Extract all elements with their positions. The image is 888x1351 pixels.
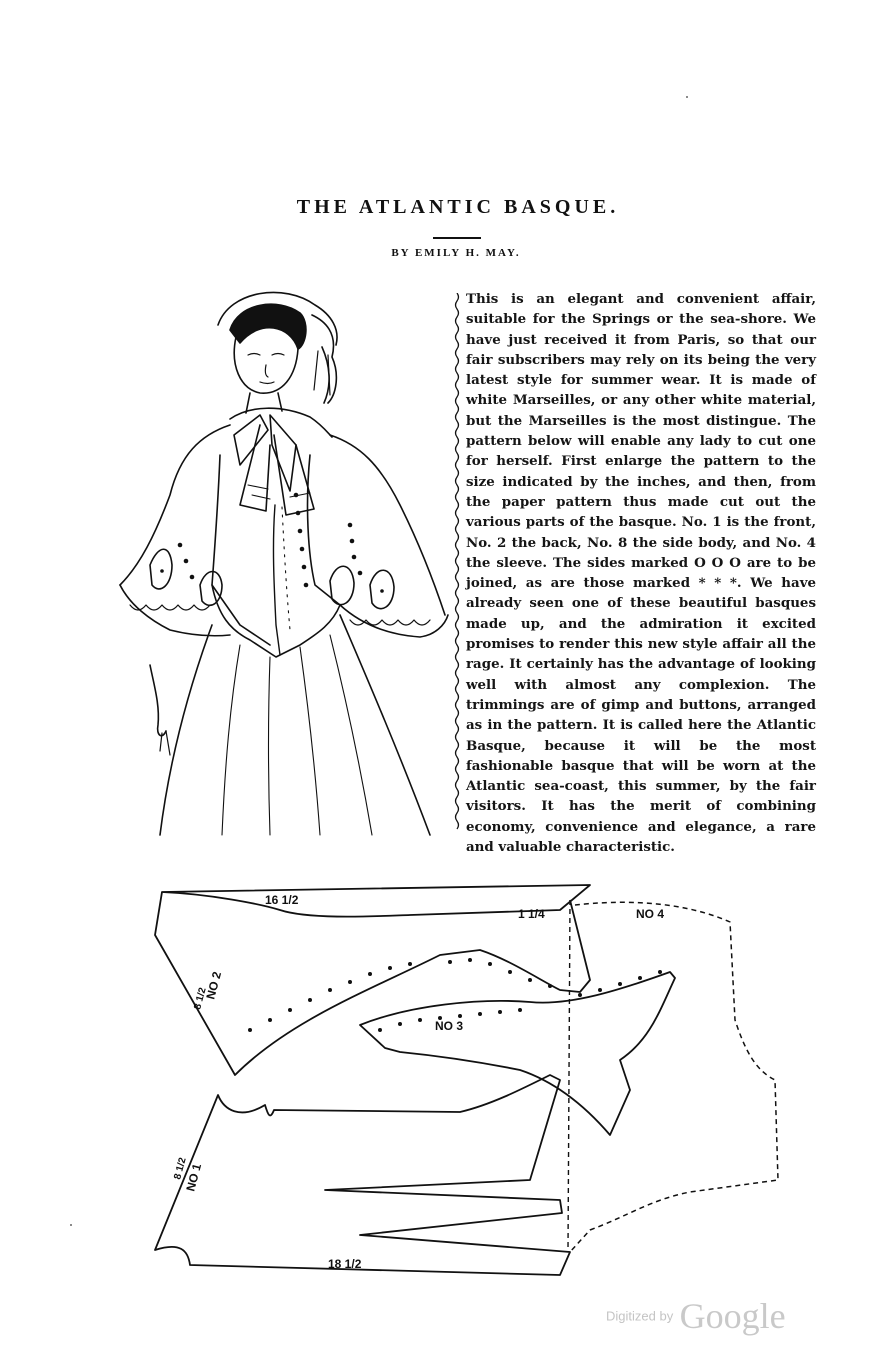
back-number-label: NO 2 — [203, 970, 225, 1001]
back-measure-label: 8 1/2 — [192, 986, 209, 1011]
pattern-piece-front — [155, 1075, 570, 1275]
print-speck — [70, 1224, 72, 1226]
side-body-number-label: NO 3 — [435, 1019, 464, 1033]
digitized-by-text: Digitized by — [606, 1308, 674, 1324]
fashion-illustration — [100, 285, 452, 837]
title-divider — [433, 237, 481, 239]
front-number-label: NO 1 — [183, 1162, 205, 1193]
column-rule — [452, 293, 462, 838]
article-body: This is an elegant and convenient affair, suitable for the Springs or the sea-shore. We have just received it from Paris, so that our fair subscribers may rely on its being the very latest style for summer wear. It is made of white Marseilles, or any other white material, but the Marseilles is the most distingue. The pattern below will enable any lady to cut one for herself. First enlarge the pattern to the size indicated by the inches, and then, from the paper pattern thus made cut out the various parts of the basque. No. 1 is the front, No. 2 the back, No. 8 the side body, and No. 4 the sleeve. The sides marked O O O are to be joined, as are those marked * * *. We have already seen one of these beautiful basques made up, and the admiration it excited promises to render this new style affair all the rage. It certainly has the advantage of looking well with almost any complexion. The trimmings are of gimp and buttons, arranged as in the pattern. It is called here the Atlantic Basque, because it will be the most fashionable basque that will be worn at the Atlantic sea-coast, this summer, by the fair visitors. It has the merit of combining economy, convenience and elegance, a rare and valuable characteristic. — [466, 291, 816, 856]
back-width-label: 16 1/2 — [265, 893, 299, 907]
front-measure-label: 8 1/2 — [172, 1156, 189, 1181]
shoulder-mark-label: 1 1/4 — [518, 907, 545, 921]
sleeve-number-label: NO 4 — [636, 907, 665, 921]
front-width-label: 18 1/2 — [328, 1257, 362, 1271]
print-speck — [686, 96, 688, 98]
pattern-piece-sleeve — [570, 902, 778, 1252]
digitized-watermark — [606, 1295, 786, 1335]
article-title: THE ATLANTIC BASQUE. — [296, 196, 620, 218]
google-logo-text: Google — [679, 1296, 786, 1336]
article-byline: BY EMILY H. MAY. — [391, 247, 521, 259]
basque-pattern-diagram — [150, 880, 790, 1280]
